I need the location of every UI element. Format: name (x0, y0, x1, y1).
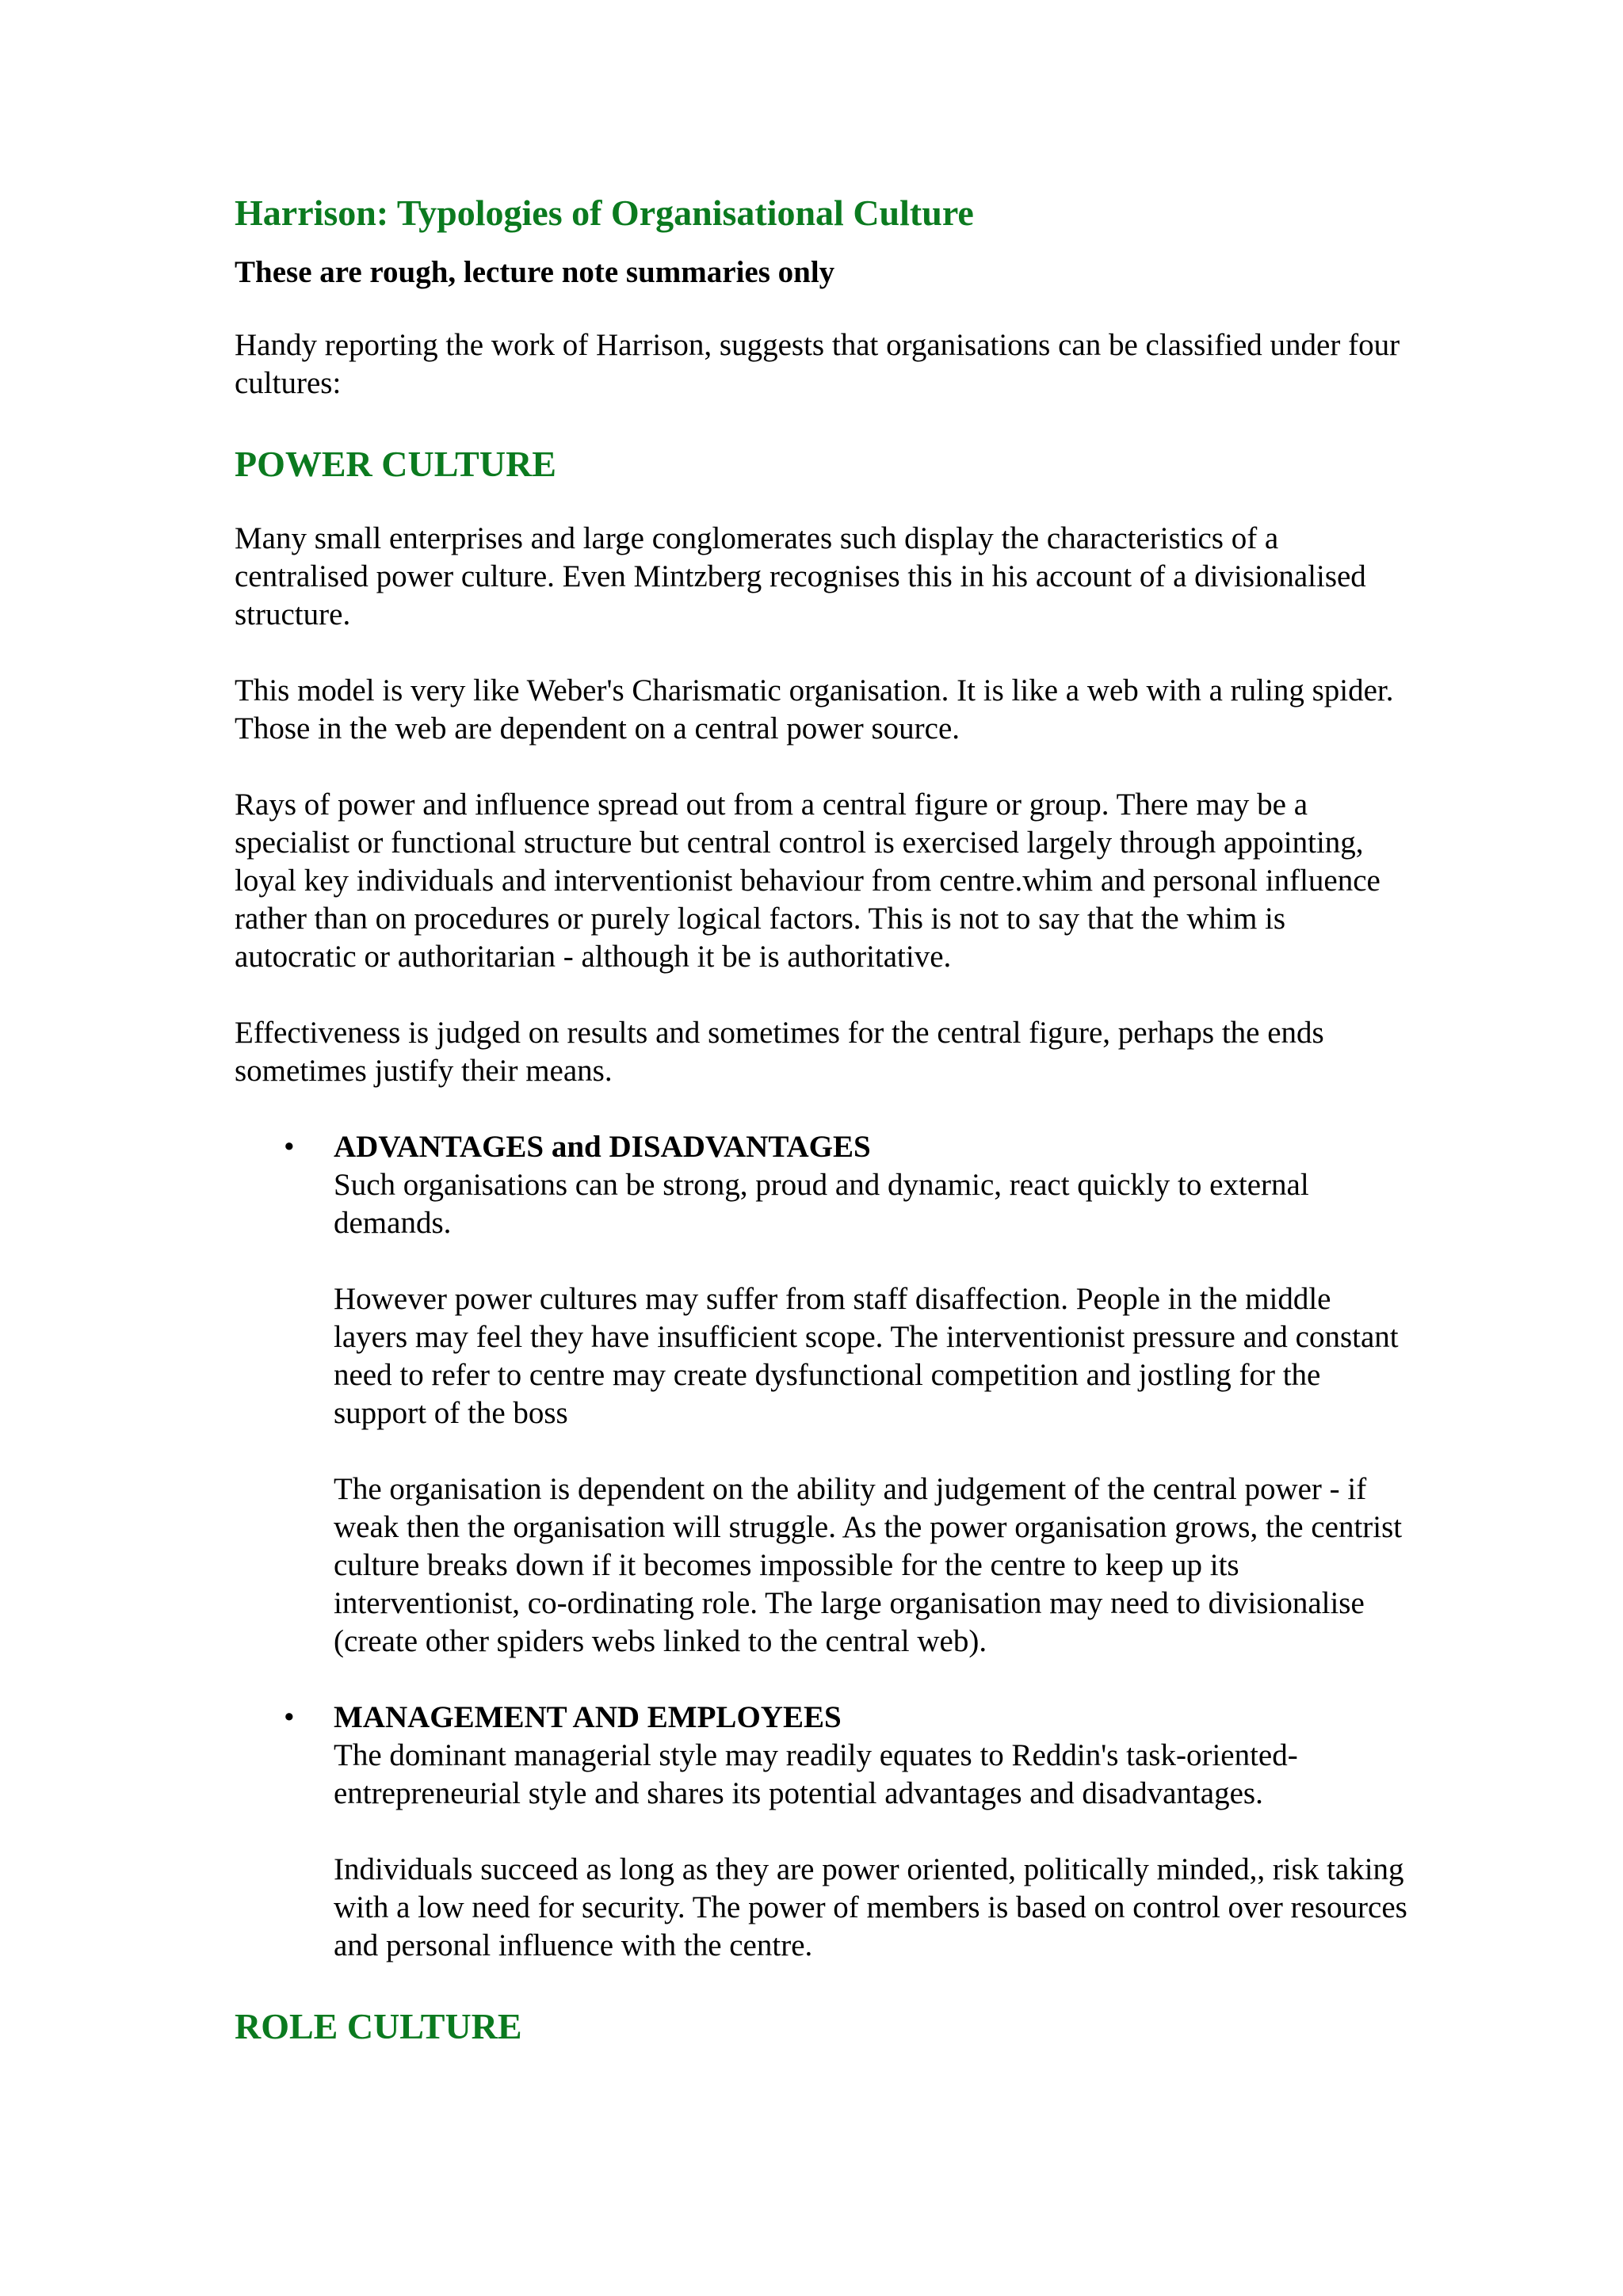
power-culture-paragraph: Effectiveness is judged on results and sometimes for the central figure, perhaps the ends sometimes justify their means. (235, 1016, 1324, 1088)
bullet-icon: • (284, 1130, 295, 1164)
list-item (235, 1699, 1407, 1965)
power-culture-paragraph: Rays of power and influence spread out from a central figure or group. There may be a specialist or functional structure but central control is exercised largely through appointing, loyal key individuals and interventionist behaviour from centre.whim and personal influence rather than on procedures or purely logical factors. This is not to say that the whim is autocratic or authoritarian - although it be is authoritative. (235, 788, 1381, 974)
section-heading-power-culture: POWER CULTURE (235, 444, 556, 484)
power-culture-paragraph: Many small enterprises and large conglomerates such display the characteristics of a centralised power culture. Even Mintzberg recognises this in his account of a divisionalised structure. (235, 521, 1366, 631)
bullet-paragraph: The organisation is dependent on the ability and judgement of the central power - if weak then the organisation will struggle. As the power organisation grows, the centrist culture breaks down if it becomes impossible for the centre to keep up its interventionist, co-ordinating role. The large organisation may need to divisionalise (create other spiders webs linked to the central web). (334, 1472, 1403, 1658)
document-page (235, 190, 1407, 2082)
bullet-paragraph: Individuals succeed as long as they are power oriented, politically minded,, risk taking with a low need for security. The power of members is based on control over resources and personal influence with the centre. (334, 1852, 1407, 1962)
intro-paragraph: Handy reporting the work of Harrison, suggests that organisations can be classified under four cultures: (235, 328, 1400, 400)
bullet-paragraph: Such organisations can be strong, proud and dynamic, react quickly to external demands. (334, 1168, 1309, 1240)
document-title: Harrison: Typologies of Organisational Culture (235, 193, 974, 233)
section-heading-role-culture: ROLE CULTURE (235, 2006, 522, 2046)
bullet-heading-advantages: ADVANTAGES and DISADVANTAGES (334, 1130, 871, 1164)
bullet-paragraph: The dominant managerial style may readily equates to Reddin's task-oriented-entrepreneurial style and shares its potential advantages and disadvantages. (334, 1738, 1298, 1810)
power-culture-bullet-list (235, 1128, 1407, 1965)
bullet-heading-management: MANAGEMENT AND EMPLOYEES (334, 1700, 842, 1734)
bullet-paragraph: However power cultures may suffer from staff disaffection. People in the middle layers may feel they have insufficient scope. The interventionist pressure and constant need to refer to centre may create dysfunctional competition and jostling for the support of the boss (334, 1282, 1399, 1430)
document-subtitle: These are rough, lecture note summaries only (235, 255, 835, 289)
power-culture-paragraph: This model is very like Weber's Charismatic organisation. It is like a web with a ruling spider. Those in the web are dependent on a central power source. (235, 673, 1394, 746)
bullet-icon: • (284, 1700, 295, 1734)
list-item (235, 1128, 1407, 1661)
